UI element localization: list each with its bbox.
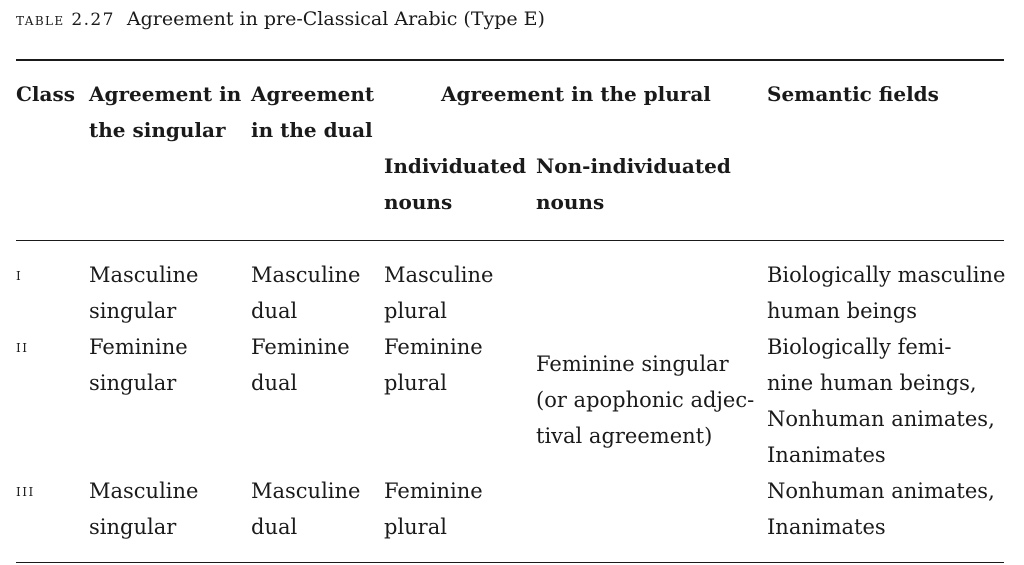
top-rule: [16, 59, 1004, 61]
header-class: Class: [16, 82, 75, 106]
row-2-dual: Feminine dual: [251, 335, 350, 395]
header-individuated: Individuated nouns: [384, 154, 527, 214]
row-1-class: i: [16, 265, 23, 285]
row-3-dual: Masculine dual: [251, 479, 361, 539]
row-2-plural-individuated: Feminine plural: [384, 335, 483, 395]
header-dual: Agreement in the dual: [251, 82, 375, 142]
table-number: table 2.27: [16, 10, 115, 30]
header-non-individuated: Non-individuated nouns: [536, 154, 731, 214]
non-individuated-shared: Feminine singular (or apophonic adjec- tival agreement): [536, 352, 755, 448]
row-1-plural-individuated: Masculine plural: [384, 263, 494, 323]
row-3-class: iii: [16, 481, 35, 501]
row-3-semantic: Nonhuman animates, Inanimates: [767, 479, 995, 539]
row-2-class: ii: [16, 337, 29, 357]
header-rule: [16, 240, 1004, 241]
table-title: Agreement in pre-Classical Arabic (Type E): [126, 8, 545, 30]
header-semantic-fields: Semantic fields: [767, 82, 939, 106]
bottom-rule: [16, 562, 1004, 563]
row-3-singular: Masculine singular: [89, 479, 199, 539]
row-1-singular: Masculine singular: [89, 263, 199, 323]
row-1-semantic: Biologically masculine human beings: [767, 263, 1006, 323]
table-caption: [16, 8, 545, 30]
row-2-semantic: Biologically femi- nine human beings, Nonhuman animates, Inanimates: [767, 335, 995, 467]
row-2-singular: Feminine singular: [89, 335, 188, 395]
row-1-dual: Masculine dual: [251, 263, 361, 323]
header-singular: Agreement in the singular: [89, 82, 242, 142]
row-3-plural-individuated: Feminine plural: [384, 479, 483, 539]
header-plural: Agreement in the plural: [441, 82, 711, 106]
